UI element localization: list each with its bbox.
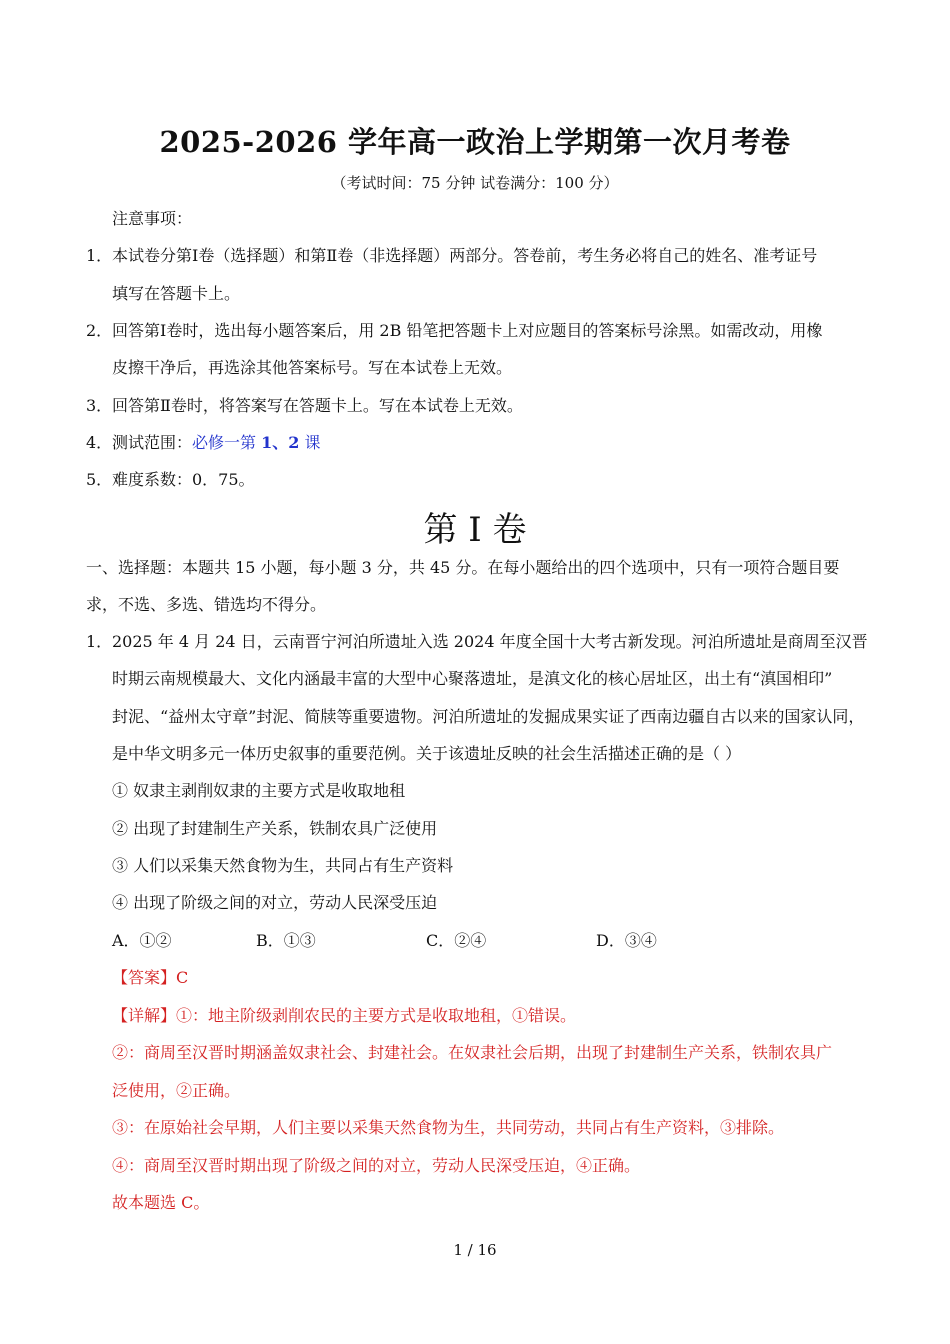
- exam-subtitle: （考试时间：75 分钟 试卷满分：100 分）: [331, 174, 619, 192]
- option-d: D．③④: [596, 931, 657, 950]
- notice-item-5: 5．难度系数：0．75。: [86, 470, 255, 489]
- section-instructions-cont: 求，不选、多选、错选均不得分。: [86, 595, 327, 614]
- notice-heading: 注意事项：: [112, 209, 193, 228]
- detail: 【详解】①：地主阶级剥削农民的主要方式是收取地租，①错误。: [112, 1006, 577, 1025]
- answer: 【答案】C: [112, 968, 189, 987]
- page-number: 1 / 16: [453, 1241, 497, 1259]
- detail-line: 泛使用，②正确。: [112, 1081, 241, 1100]
- section-title: 第 I 卷: [423, 510, 527, 550]
- statement-3: ③ 人们以采集天然食物为生，共同占有生产资料: [112, 856, 454, 875]
- notice-item-1: 1．本试卷分第Ⅰ卷（选择题）和第Ⅱ卷（非选择题）两部分。答卷前，考生务必将自己的姓名、准考证号: [86, 246, 818, 265]
- exam-title: 2025-2026 学年高一政治上学期第一次月考卷: [159, 125, 791, 159]
- question-1-stem-line: 时期云南规模最大、文化内涵最丰富的大型中心聚落遗址，是滇文化的核心居址区，出土有“滇国相印”: [112, 669, 833, 688]
- detail-line: ③：在原始社会早期，人们主要以采集天然食物为生，共同劳动，共同占有生产资料，③排除。: [112, 1118, 785, 1137]
- detail-line: ④：商周至汉晋时期出现了阶级之间的对立，劳动人民深受压迫，④正确。: [112, 1156, 641, 1175]
- conclusion: 故本题选 C。: [112, 1193, 210, 1212]
- detail-line: ②：商周至汉晋时期涵盖奴隶社会、封建社会。在奴隶社会后期，出现了封建制生产关系，铁制农具广: [112, 1043, 833, 1062]
- statement-4: ④ 出现了阶级之间的对立，劳动人民深受压迫: [112, 893, 438, 912]
- section-instructions: 一、选择题：本题共 15 小题，每小题 3 分，共 45 分。在每小题给出的四个选项中，只有一项符合题目要: [86, 558, 840, 577]
- statement-1: ① 奴隶主剥削奴隶的主要方式是收取地租: [112, 781, 406, 800]
- option-a: A．①②: [112, 931, 172, 950]
- question-1-stem-line: 是中华文明多元一体历史叙事的重要范例。关于该遗址反映的社会生活描述正确的是（ ）: [112, 744, 742, 763]
- question-1-stem: 1．2025 年 4 月 24 日，云南晋宁河泊所遗址入选 2024 年度全国十大考古新发现。河泊所遗址是商周至汉晋: [86, 632, 868, 651]
- question-1-stem-line: 封泥、“益州太守章”封泥、简牍等重要遗物。河泊所遗址的发掘成果实证了西南边疆自古以来的国家认同，: [112, 707, 865, 726]
- option-c: C．②④: [426, 931, 487, 950]
- notice-item-3: 3．回答第Ⅱ卷时，将答案写在答题卡上。写在本试卷上无效。: [86, 396, 523, 415]
- option-b: B．①③: [256, 931, 316, 950]
- test-scope: 必修一第: [192, 433, 262, 452]
- statement-2: ② 出现了封建制生产关系，铁制农具广泛使用: [112, 819, 438, 838]
- notice-item-1-cont: 填写在答题卡上。: [112, 284, 241, 303]
- notice-item-2: 2．回答第Ⅰ卷时，选出每小题答案后，用 2B 铅笔把答题卡上对应题目的答案标号涂黑。如需改动，用橡: [86, 321, 823, 340]
- notice-item-4: 4．测试范围：必修一第 1、2 课: [86, 433, 321, 452]
- notice-item-2-cont: 皮擦干净后，再选涂其他答案标号。写在本试卷上无效。: [112, 358, 513, 377]
